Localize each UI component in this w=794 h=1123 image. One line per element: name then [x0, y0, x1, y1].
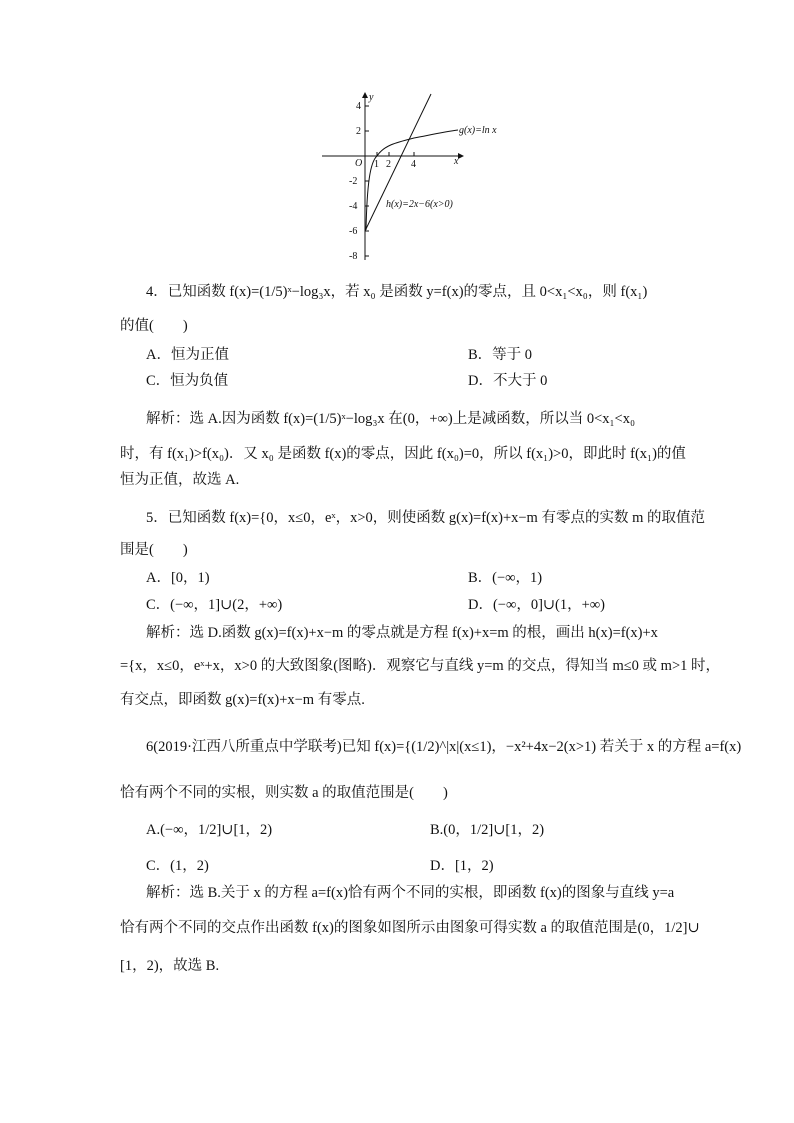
y-tick-2: 2	[356, 126, 361, 137]
q5-solution-line3: 有交点，即函数 g(x)=f(x)+x−m 有零点.	[120, 692, 365, 708]
curve-g	[366, 130, 458, 230]
origin-label: O	[355, 158, 363, 169]
curve-g-label: g(x)=ln x	[459, 125, 497, 136]
q6-stem-line1: 6(2019·江西八所重点中学联考)已知 f(x)={(1/2)^|x|(x≤1)，−x²+4x−2(x>1) 若关于 x 的方程 a=f(x)	[146, 739, 742, 755]
q6-solution-line1: 解析：选 B.关于 x 的方程 a=f(x)恰有两个不同的实根，即函数 f(x)的图象与直线 y=a	[146, 885, 675, 901]
q6-option-d: D．[1，2)	[430, 858, 494, 874]
y-axis-label: y	[369, 92, 374, 103]
q4-solution-line3: 恒为正值，故选 A.	[120, 472, 240, 488]
q4-solution-line1: 解析：选 A.因为函数 f(x)=(1/5)ˣ−log₃x 在(0，+∞)上是减函数，所以当 0<x₁<x₀	[146, 411, 636, 427]
x-tick-4: 4	[411, 159, 416, 170]
q6-option-a: A.(−∞，1/2]∪[1，2)	[146, 822, 273, 838]
y-tick-neg4: -4	[349, 201, 358, 212]
q4-solution-line2: 时，有 f(x₁)>f(x₀)．又 x₀ 是函数 f(x)的零点，因此 f(x₀)=0，所以 f(x₁)>0，即此时 f(x₁)的值	[120, 446, 686, 462]
q5-option-a: A．[0，1)	[146, 570, 210, 586]
q4-option-a: A．恒为正值	[146, 347, 229, 363]
q5-stem-line2: 围是( )	[120, 542, 188, 558]
y-tick-4: 4	[356, 101, 361, 112]
q5-solution-line1: 解析：选 D.函数 g(x)=f(x)+x−m 的零点就是方程 f(x)+x=m 的根，画出 h(x)=f(x)+x	[146, 625, 658, 641]
y-tick-neg6: -6	[349, 226, 358, 237]
x-tick-2: 2	[386, 159, 391, 170]
q4-option-c: C．恒为负值	[146, 373, 229, 389]
x-axis-label: x	[454, 156, 459, 167]
q5-stem-line1: 5．已知函数 f(x)={0，x≤0，eˣ，x>0，则使函数 g(x)=f(x)+x−m 有零点的实数 m 的取值范	[146, 510, 705, 526]
q5-option-c: C．(−∞，1]∪(2，+∞)	[146, 597, 283, 613]
q6-option-c: C．(1，2)	[146, 858, 209, 874]
q6-option-b: B.(0，1/2]∪[1，2)	[430, 822, 545, 838]
x-axis-arrow	[458, 153, 464, 159]
y-tick-neg8: -8	[349, 251, 358, 262]
q4-stem-line2: 的值( )	[120, 318, 188, 334]
q5-option-b: B．(−∞，1)	[468, 570, 543, 586]
q6-stem-line2: 恰有两个不同的实根，则实数 a 的取值范围是( )	[120, 785, 448, 801]
q6-solution-line3: [1，2)，故选 B.	[120, 958, 220, 974]
line-h-label: h(x)=2x−6(x>0)	[386, 199, 453, 210]
q6-solution-line2: 恰有两个不同的交点作出函数 f(x)的图象如图所示由图象可得实数 a 的取值范围是(0，1/2]∪	[120, 920, 700, 936]
q4-option-b: B．等于 0	[468, 347, 533, 363]
function-graph	[318, 90, 497, 265]
q4-stem-line1: 4．已知函数 f(x)=(1/5)ˣ−log₃x，若 x₀ 是函数 y=f(x)的零点，且 0<x₁<x₀，则 f(x₁)	[146, 284, 648, 300]
q5-option-d: D．(−∞，0]∪(1，+∞)	[468, 597, 605, 613]
q4-option-d: D．不大于 0	[468, 373, 548, 389]
x-tick-1: 1	[374, 159, 379, 170]
y-axis-arrow	[362, 92, 368, 98]
q5-solution-line2: ={x，x≤0，eˣ+x，x>0 的大致图象(图略)．观察它与直线 y=m 的交点，得知当 m≤0 或 m>1 时，	[120, 658, 721, 674]
y-tick-neg2: -2	[349, 176, 358, 187]
